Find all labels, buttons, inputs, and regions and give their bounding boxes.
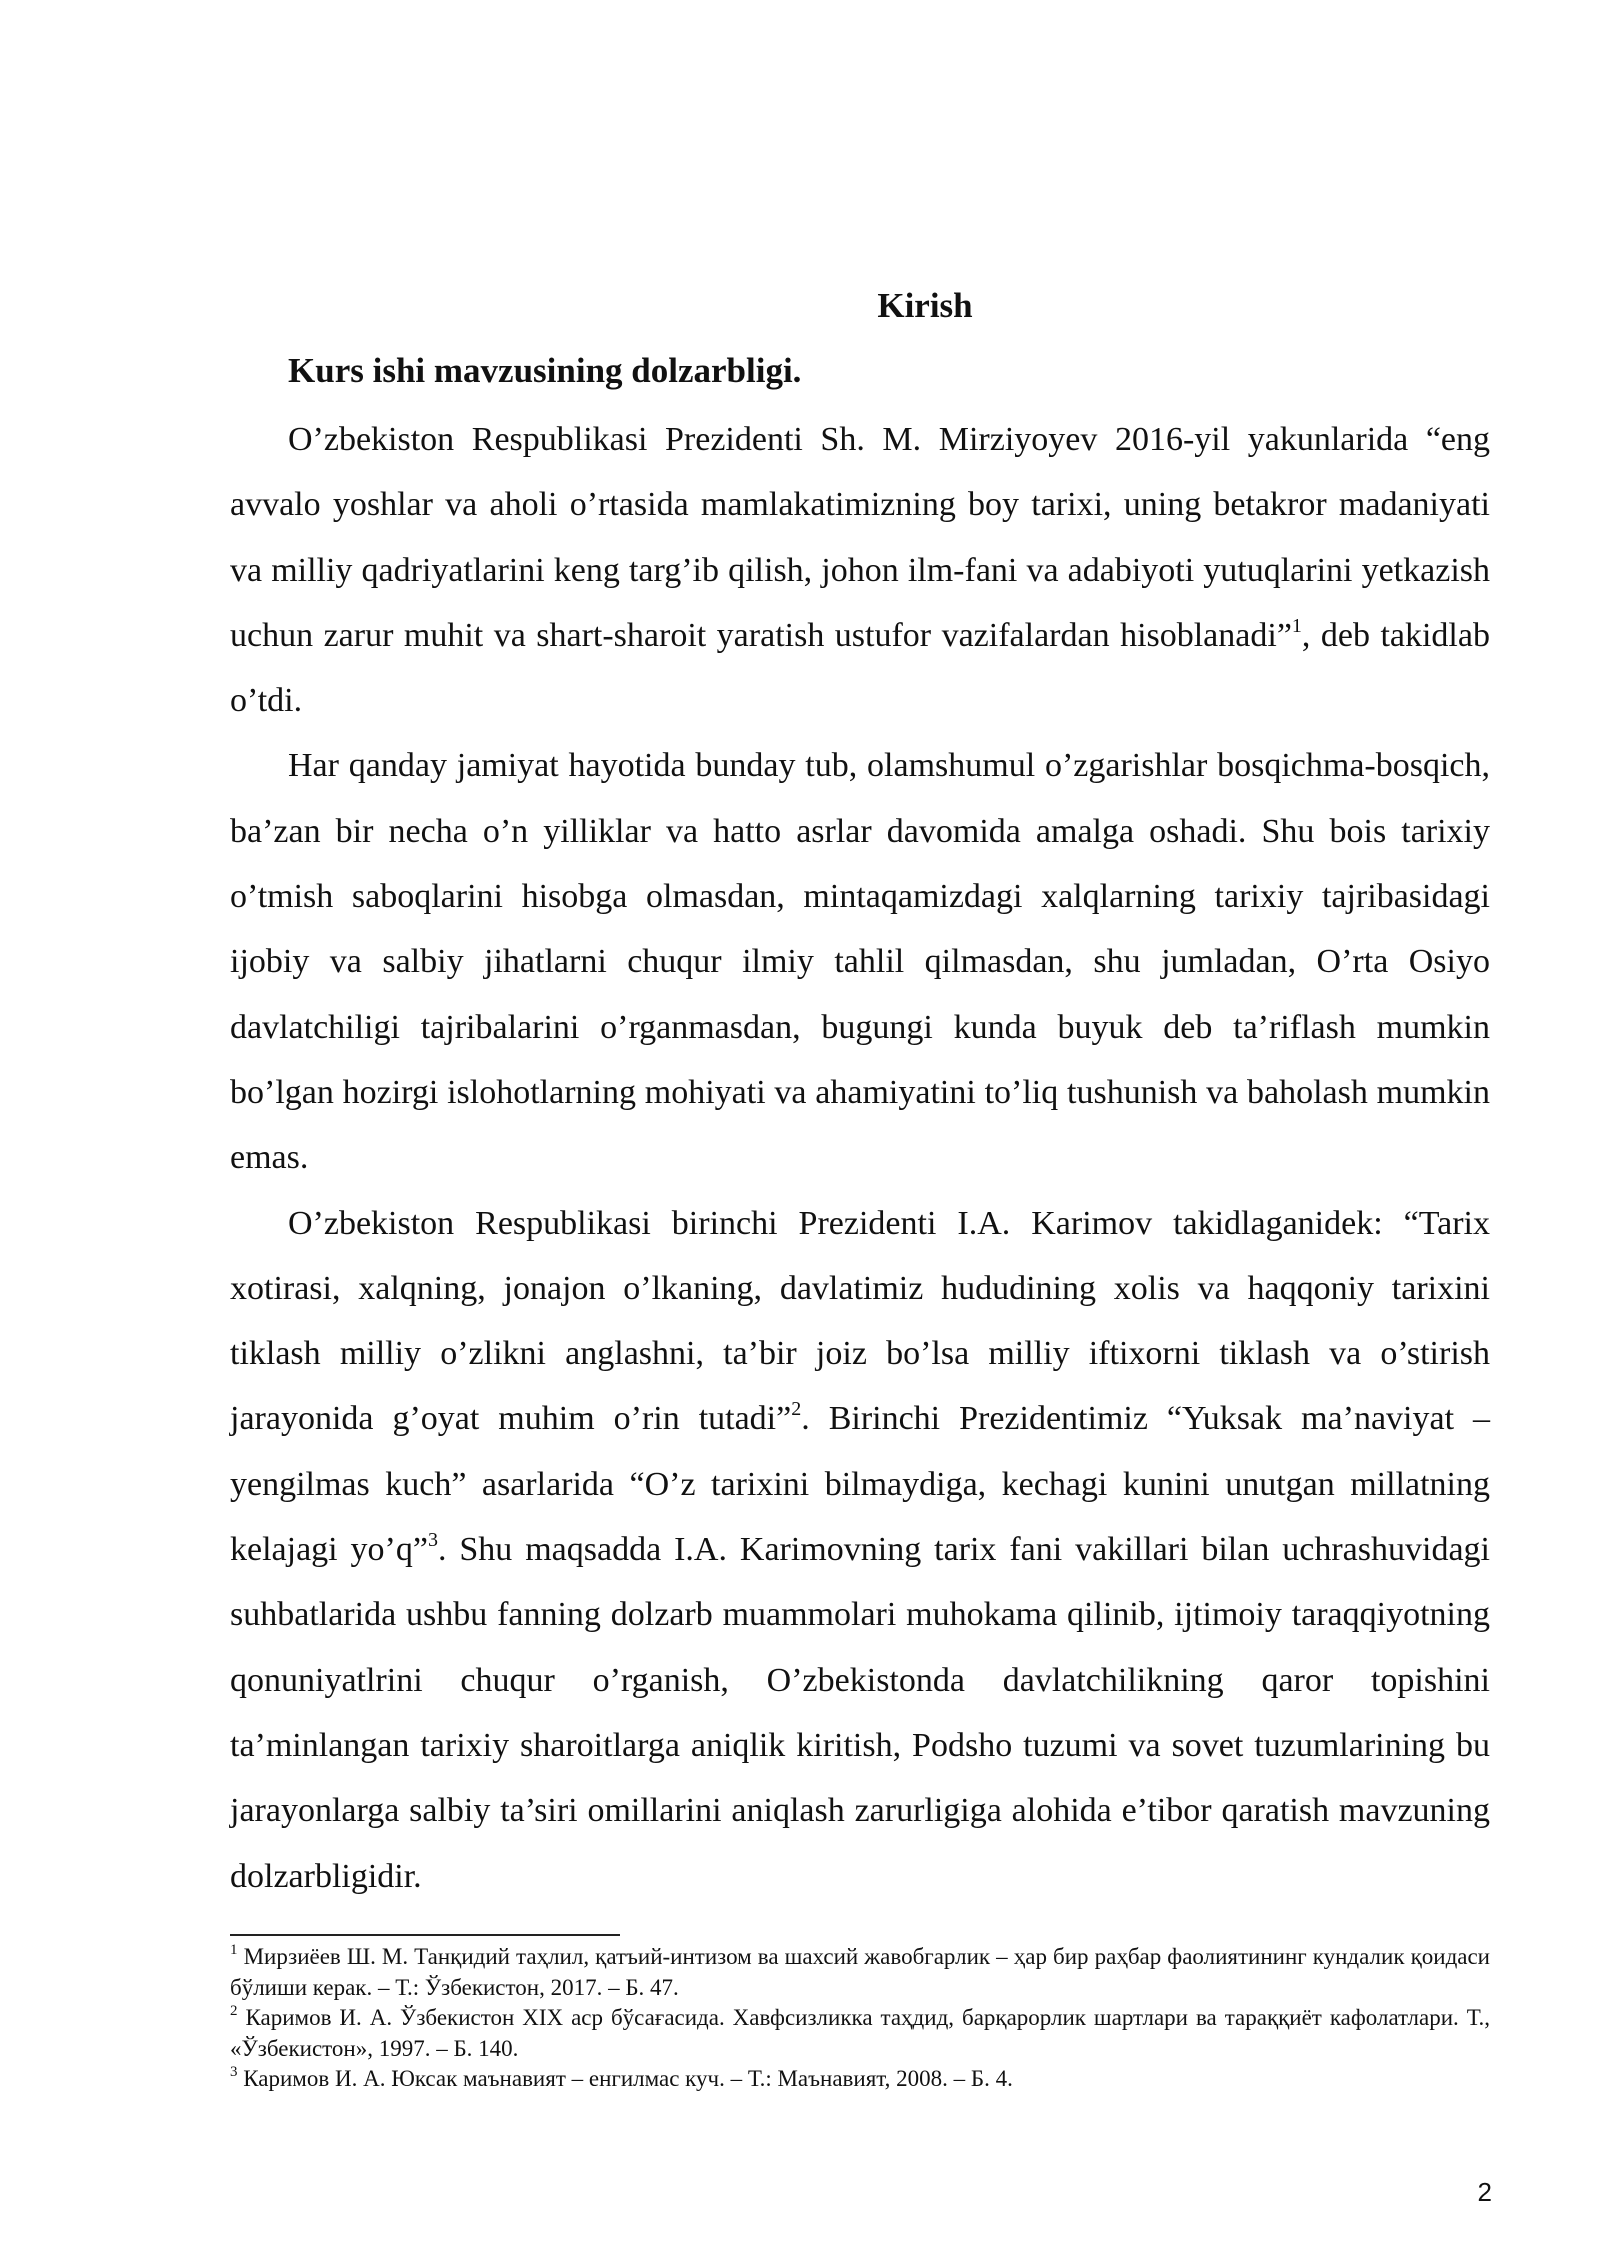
paragraph-text: , deb takidlab o’tdi. <box>230 616 1490 720</box>
paragraph-text: . Birinchi Prezidentimiz “Yuksak ma’naviyat – yengilmas kuch” asarlarida “O’z tarixini bilmaydiga, kechagi kunini unutgan millatning kelajagi yo’q” <box>230 1400 1491 1569</box>
footnote-separator <box>230 1934 620 1936</box>
paragraph-text: O’zbekiston Respublikasi Prezidenti Sh. M. Mirziyoyev 2016-yil yakunlarida “eng avvalo yoshlar va aholi o’rtasida mamlakatimizning boy tarixi, uning betakror madaniyati va milliy qadriyatlarini keng targ’ib qilish, johon ilm-fani va adabiyoti yutuqlarini yetkazish uchun zarur muhit va shart-sharoit yaratish ustufor vazifalardan hisoblanadi” <box>230 421 1490 654</box>
footnote-marker: 1 <box>230 1942 238 1959</box>
paragraph-text: . Shu maqsadda I.A. Karimovning tarix fani vakillari bilan uchrashuvidagi suhbatlarida ushbu fanning dolzarb muammolari muhokama qilinib, ijtimoiy taraqqiyotning qonuniyatlrini chuqur o’rganish, O’zbekistonda davlatchilikning qaror topishini ta’minlangan tarixiy sharoitlarga aniqlik kiritish, Podsho tuzumi va sovet tuzumlarining bu jarayonlarga salbiy ta’siri omillarini aniqlash zarurligiga alohida e’tibor qaratish mavzuning dolzarbligidir. <box>230 1531 1490 1895</box>
chapter-title: Kirish <box>877 286 973 325</box>
paragraph <box>230 407 1490 733</box>
footnote-text: Каримов И. А. Ўзбекистон XIX аср бўсағасида. Хавфсизликка таҳдид, барқарорлик шартлари ва тараққиёт кафолатлари. Т., «Ўзбекистон», 1997. – Б. 140. <box>230 2005 1490 2061</box>
footnotes <box>230 1942 1490 2095</box>
footnote-marker: 3 <box>230 2064 238 2081</box>
footnote-reference: 2 <box>791 1398 802 1421</box>
footnote <box>230 2003 1490 2064</box>
paragraph <box>230 1191 1490 1909</box>
footnote-text: Каримов И. А. Юксак маънавият – енгилмас куч. – Т.: Маънавият, 2008. – Б. 4. <box>237 2066 1013 2091</box>
footnote-reference: 3 <box>427 1528 438 1551</box>
body-text <box>230 407 1490 1909</box>
page-number: 2 <box>1477 2177 1492 2207</box>
footnote-marker: 2 <box>230 2003 238 2020</box>
footnote-text: Мирзиёев Ш. М. Танқидий таҳлил, қатъий-интизом ва шахсий жавобгарлик – ҳар бир раҳбар фаолиятининг кундалик қоидаси бўлиши керак. – Т.: Ўзбекистон, 2017. – Б. 47. <box>230 1944 1490 2000</box>
paragraph: Har qanday jamiyat hayotida bunday tub, olamshumul o’zgarishlar bosqichma-bosqich, ba’zan bir necha o’n yilliklar va hatto asrlar davomida amalga oshadi. Shu bois tarixiy o’tmish saboqlarini hisobga olmasdan, mintaqamizdagi xalqlarning tarixiy tajribasidagi ijobiy va salbiy jihatlarni chuqur ilmiy tahlil qilmasdan, shu jumladan, O’rta Osiyo davlatchiligi tajribalarini o’rganmasdan, bugungi kunda buyuk deb ta’riflash mumkin bo’lgan hozirgi islohotlarning mohiyati va ahamiyatini to’liq tushunish va baholash mumkin emas. <box>230 747 1490 1177</box>
footnote-reference: 1 <box>1291 614 1302 637</box>
section-title: Kurs ishi mavzusining dolzarbligi. <box>288 351 802 390</box>
footnote <box>230 2064 1490 2095</box>
paragraph-text: O’zbekiston Respublikasi birinchi Prezidenti I.A. Karimov takidlaganidek: “Tarix xotirasi, xalqning, jonajon o’lkaning, davlatimiz hududining xolis va haqqoniy tarixini tiklash milliy o’zlikni anglashni, ta’bir joiz bo’lsa milliy iftixorni tiklash va o’stirish jarayonida g’oyat muhim o’rin tutadi” <box>230 1204 1490 1438</box>
footnote <box>230 1942 1490 2003</box>
